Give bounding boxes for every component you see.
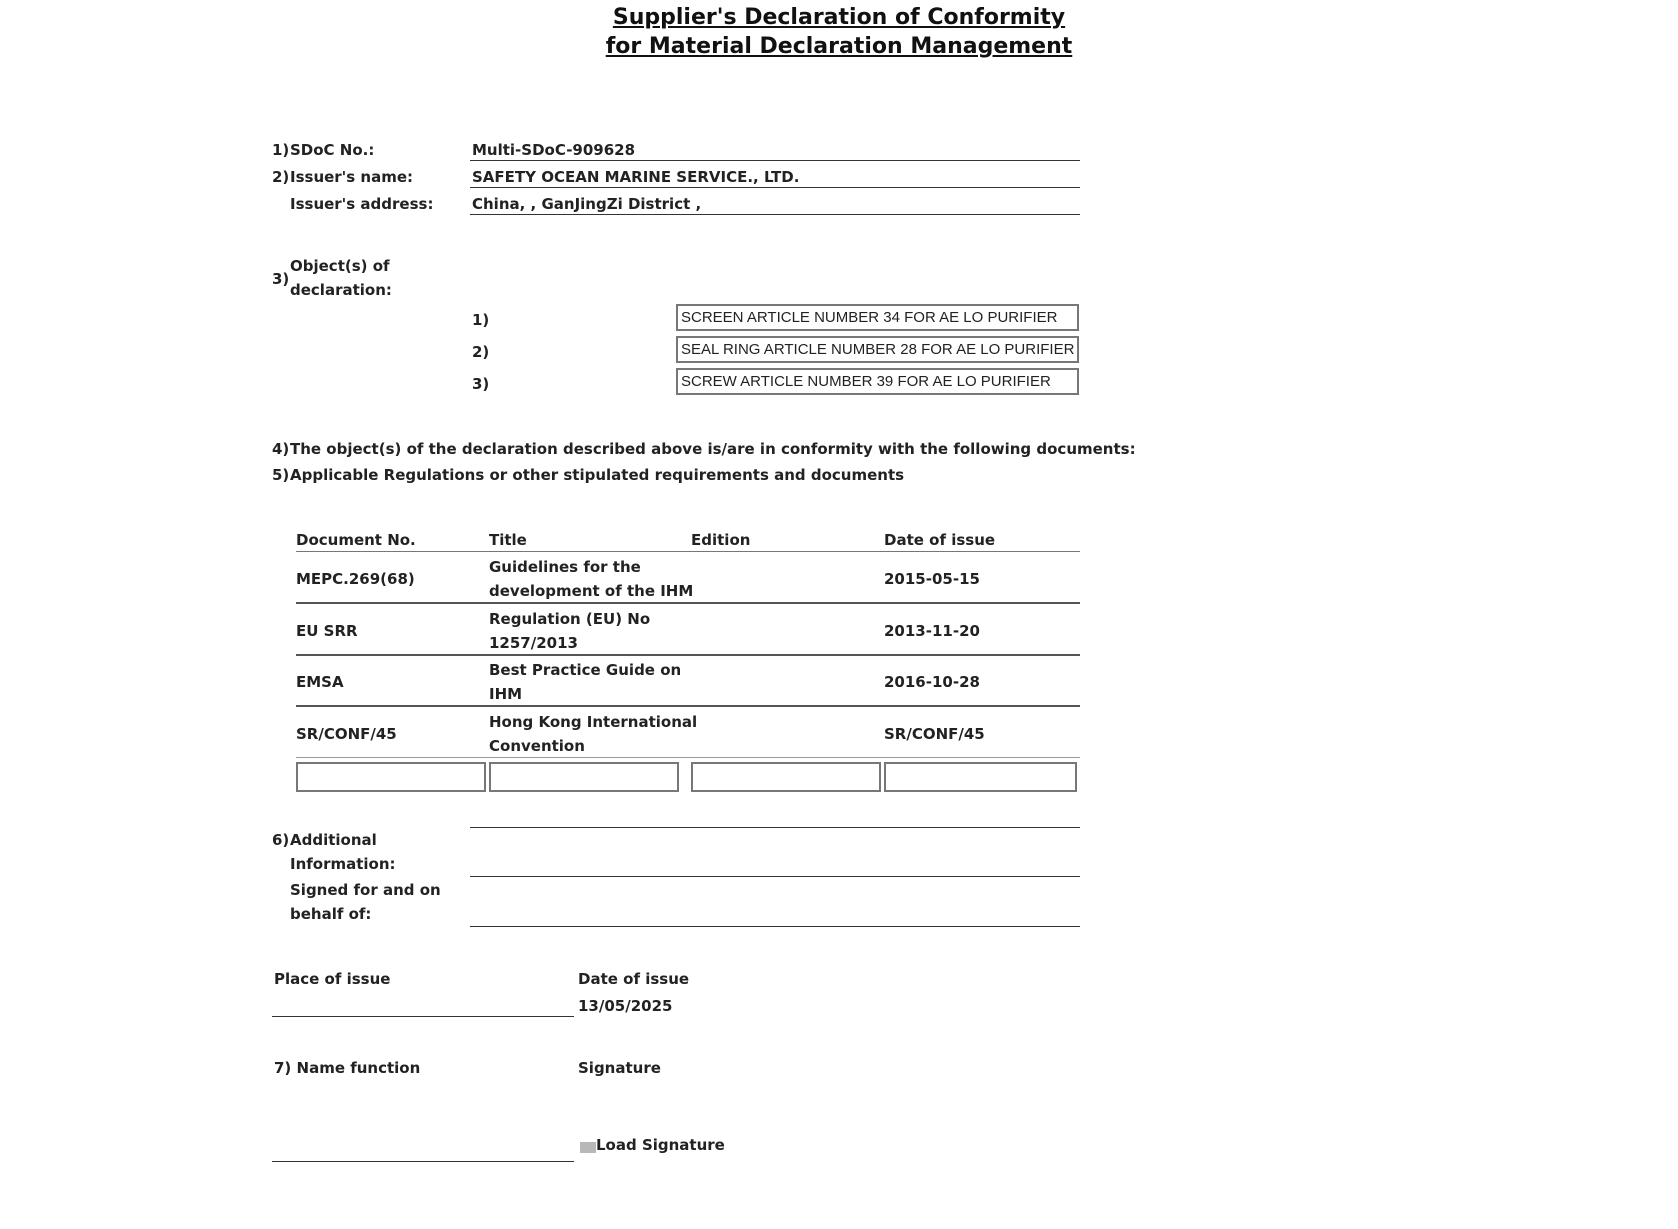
header-date-of-issue: Date of issue	[884, 531, 996, 549]
document-title-line1: Supplier's Declaration of Conformity	[612, 5, 1066, 30]
row-title-line1: Best Practice Guide on	[489, 661, 682, 679]
place-of-issue-line[interactable]	[272, 1016, 574, 1017]
load-signature-label: Load Signature	[596, 1136, 725, 1154]
row-title-line2: development of the IHM	[489, 582, 694, 600]
additional-label-line2: Information:	[290, 855, 396, 873]
sdoc-number-label: SDoC No.:	[290, 141, 375, 159]
signed-for-line[interactable]	[470, 926, 1080, 927]
issuer-name-index: 2)	[272, 168, 290, 186]
sdoc-number-value: Multi-SDoC-909628	[472, 141, 636, 159]
sdoc-number-index: 1)	[272, 141, 290, 159]
row-title-line1: Hong Kong International	[489, 713, 698, 731]
object-2-index: 2)	[472, 343, 490, 361]
row-document-no: MEPC.269(68)	[296, 570, 415, 588]
row-date: 2015-05-15	[884, 570, 980, 588]
new-edition-input[interactable]	[691, 762, 881, 792]
conformity-index: 4)	[272, 440, 290, 458]
row-title-line1: Guidelines for the	[489, 558, 641, 576]
row-title-line2: Convention	[489, 737, 585, 755]
date-of-issue-label: Date of issue	[578, 970, 690, 988]
signature-label: Signature	[578, 1059, 661, 1077]
place-of-issue-label: Place of issue	[274, 970, 391, 988]
objects-label-line2: declaration:	[290, 281, 392, 299]
new-date-input[interactable]	[884, 762, 1077, 792]
additional-index: 6)	[272, 831, 290, 849]
image-icon	[580, 1142, 596, 1153]
object-3-index: 3)	[472, 375, 490, 393]
row-date: 2016-10-28	[884, 673, 980, 691]
regulations-index: 5)	[272, 466, 290, 484]
document-title-line2: for Material Declaration Management	[605, 34, 1073, 59]
issuer-address-label: Issuer's address:	[290, 195, 434, 213]
object-3-field[interactable]: SCREW ARTICLE NUMBER 39 FOR AE LO PURIFIER	[676, 368, 1079, 395]
additional-label-line1: Additional	[290, 831, 377, 849]
header-title: Title	[489, 531, 527, 549]
date-of-issue-value: 13/05/2025	[578, 997, 673, 1015]
new-title-input[interactable]	[489, 762, 679, 792]
row-document-no: EU SRR	[296, 622, 358, 640]
issuer-name-label: Issuer's name:	[290, 168, 414, 186]
row-date: 2013-11-20	[884, 622, 980, 640]
signed-label-line2: behalf of:	[290, 905, 372, 923]
object-1-index: 1)	[472, 311, 490, 329]
additional-info-line-1[interactable]	[470, 827, 1080, 828]
row-divider	[296, 705, 1080, 707]
row-document-no: EMSA	[296, 673, 344, 691]
issuer-address-value: China, , GanJingZi District ,	[472, 195, 702, 213]
row-document-no: SR/CONF/45	[296, 725, 397, 743]
issuer-name-value: SAFETY OCEAN MARINE SERVICE., LTD.	[472, 168, 800, 186]
sdoc-number-underline	[470, 160, 1080, 161]
new-document-no-input[interactable]	[296, 762, 486, 792]
object-2-field[interactable]: SEAL RING ARTICLE NUMBER 28 FOR AE LO PURIFIER	[676, 336, 1079, 363]
objects-label-line1: Object(s) of	[290, 257, 390, 275]
row-divider	[296, 602, 1080, 604]
name-function-label: 7) Name function	[274, 1059, 421, 1077]
additional-info-line-2[interactable]	[470, 876, 1080, 877]
issuer-address-underline	[470, 214, 1080, 215]
object-1-field[interactable]: SCREEN ARTICLE NUMBER 34 FOR AE LO PURIFIER	[676, 304, 1079, 331]
regulations-text: Applicable Regulations or other stipulated requirements and documents	[290, 466, 905, 484]
objects-index: 3)	[272, 270, 290, 288]
signed-label-line1: Signed for and on	[290, 881, 441, 899]
row-title-line1: Regulation (EU) No	[489, 610, 651, 628]
row-title-line2: 1257/2013	[489, 634, 578, 652]
issuer-name-underline	[470, 187, 1080, 188]
row-title-line2: IHM	[489, 685, 523, 703]
row-divider	[296, 757, 1080, 758]
name-function-line[interactable]	[272, 1161, 574, 1162]
row-divider	[296, 654, 1080, 656]
conformity-text: The object(s) of the declaration described above is/are in conformity with the following documents:	[290, 440, 1136, 458]
header-document-no: Document No.	[296, 531, 416, 549]
table-header-rule	[296, 551, 1080, 552]
row-date: SR/CONF/45	[884, 725, 985, 743]
header-edition: Edition	[691, 531, 751, 549]
